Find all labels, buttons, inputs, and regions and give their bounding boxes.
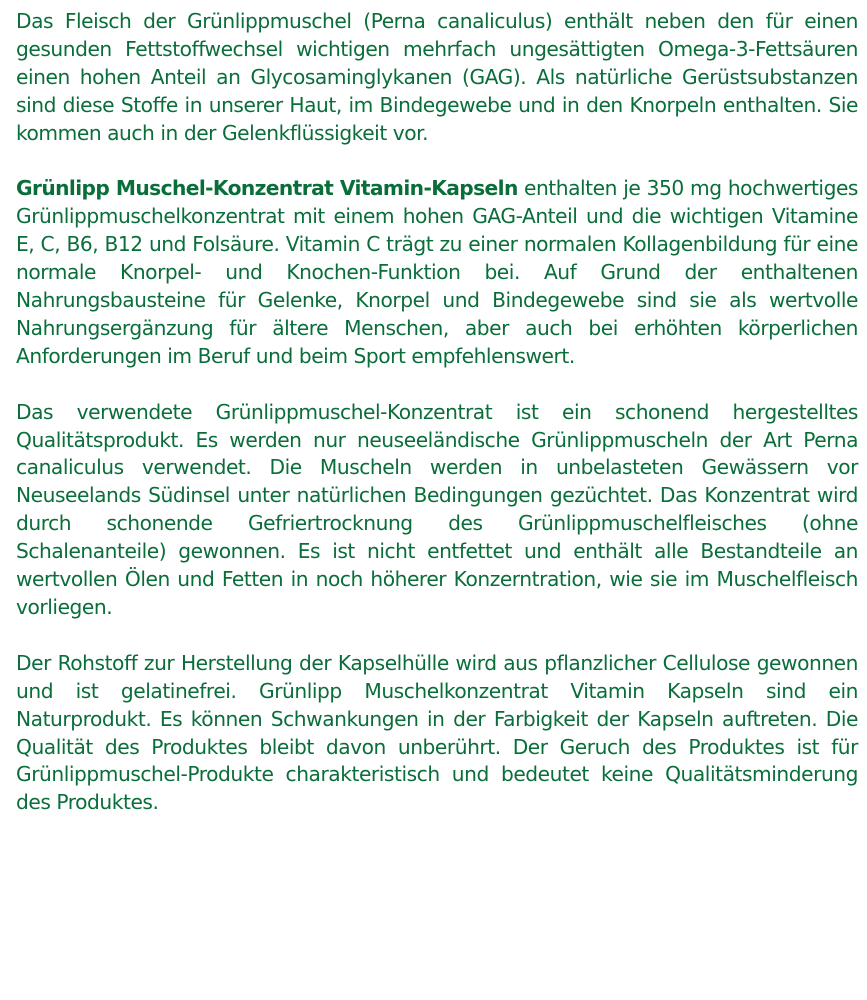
paragraph-origin: Das verwendete Grünlippmuschel-Konzentrat ist ein schonend hergestelltes Qualitätsprodukt. Es werden nur neuseeländische Grünlippmuscheln der Art Perna canaliculus verwendet. Die Muscheln werden in unbelasteten Gewässern vor Neuseelands Südinsel unter natürlichen Bedingungen gezüchtet. Das Konzentrat wird durch schonende Gefriertrocknung des Grünlippmuschelfleisches (ohne Schalenanteile) gewonnen. Es ist nicht entfettet und enthält alle Bestandteile an wertvollen Ölen und Fetten in noch höherer Konzerntration, wie sie im Muschelfleisch vorliegen. xyxy=(16,399,858,619)
paragraph-capsule: Der Rohstoff zur Herstellung der Kapselhülle wird aus pflanzlicher Cellulose gewonnen und ist gelatinefrei. Grünlipp Muschelkonzentrat Vitamin Kapseln sind ein Naturprodukt. Es können Schwankungen in der Farbigkeit der Kapseln auftreten. Die Qualität des Produktes bleibt davon unberührt. Der Geruch des Produktes ist für Grünlippmuschel-Produkte charakteristisch und bedeutet keine Qualitätsminderung des Produktes. xyxy=(16,650,858,815)
paragraph-product xyxy=(16,175,858,370)
product-name: Grünlipp Muschel-Konzentrat Vitamin-Kapseln xyxy=(16,176,518,201)
paragraph-product-text: enthalten je 350 mg hochwertiges Grünlippmuschelkonzentrat mit einem hohen GAG-Anteil und die wichtigen Vitamine E, C, B6, B12 und Folsäure. Vitamin C trägt zu einer normalen Kollagenbildung für eine normale Knorpel- und Knochen-Funktion bei. Auf Grund der enthaltenen Nahrungsbausteine für Gelenke, Knorpel und Bindegewebe sind sie als wertvolle Nahrungsergänzung für ältere Menschen, aber auch bei erhöhten körperlichen Anforderungen im Beruf und beim Sport empfehlenswert. xyxy=(16,176,858,368)
paragraph-intro: Das Fleisch der Grünlippmuschel (Perna canaliculus) enthält neben den für einen gesunden Fettstoffwechsel wichtigen mehrfach ungesättigten Omega-3-Fettsäuren einen hohen Anteil an Glycosaminglykanen (GAG). Als natürliche Gerüstsubstanzen sind diese Stoffe in unserer Haut, im Bindegewebe und in den Knorpeln enthalten. Sie kommen auch in der Gelenkflüssigkeit vor. xyxy=(16,9,858,145)
product-description xyxy=(16,8,858,817)
